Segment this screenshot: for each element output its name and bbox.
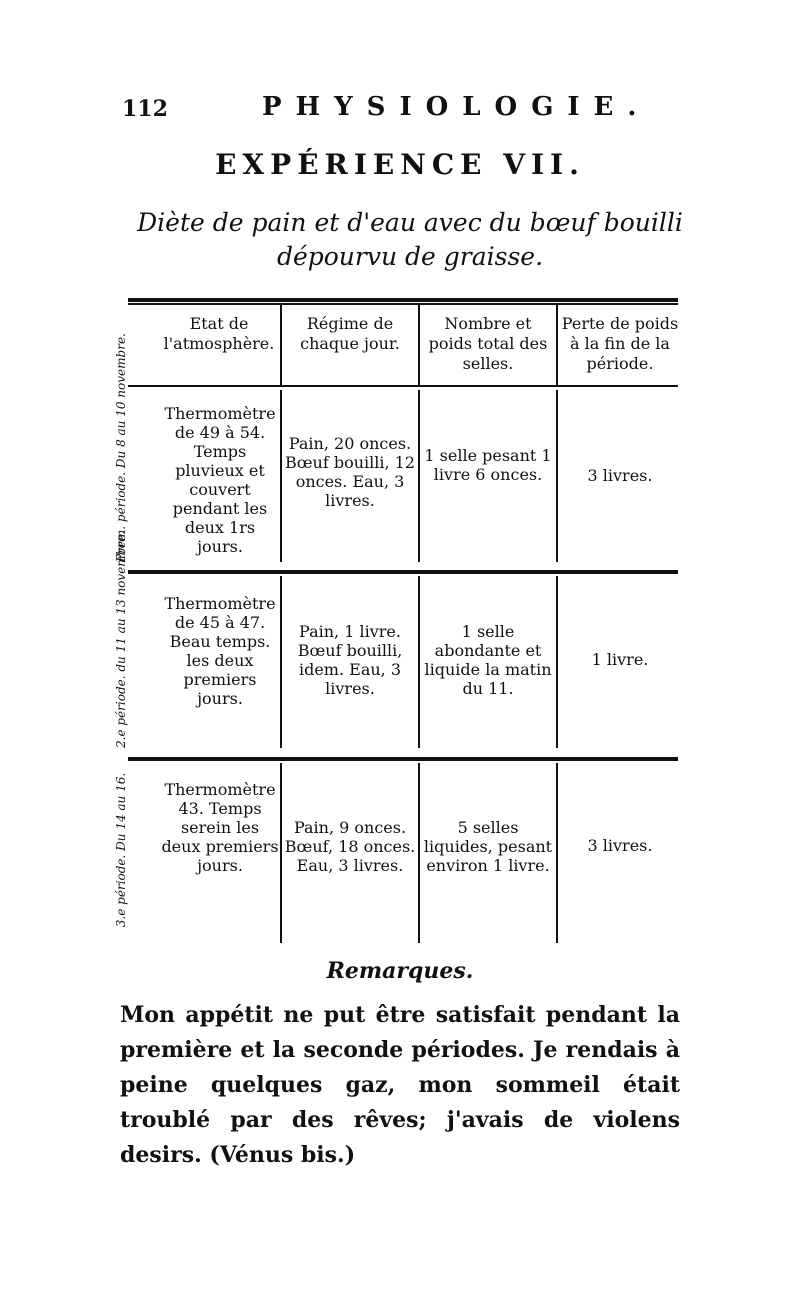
page-number: 112 — [122, 96, 168, 122]
row1-atmosphere: Thermomètre de 49 à 54. Temps pluvieux et couvert pendant les deux 1rs jours. — [164, 404, 276, 556]
header-atmosphere: Etat de l'atmosphère. — [163, 314, 275, 353]
row2-regime: Pain, 1 livre. Bœuf bouilli, idem. Eau, 3 livres. — [297, 622, 403, 698]
col-rule-2-header — [418, 304, 420, 386]
row-separator-2 — [128, 757, 678, 761]
col-rule-3-row3 — [556, 763, 558, 943]
row3-regime: Pain, 9 onces. Bœuf, 18 onces. Eau, 3 livres. — [284, 818, 416, 875]
header-bottom-rule — [128, 385, 678, 387]
col-rule-3-row2 — [556, 576, 558, 748]
row3-selles: 5 selles liquides, pesant environ 1 livre. — [423, 818, 553, 875]
header-regime: Régime de chaque jour. — [300, 314, 400, 353]
period-label-3: 3.e période. Du 14 au 16. — [114, 772, 128, 928]
remarks-body: Mon appétit ne put être satisfait pendant la première et la seconde périodes. Je rendais à peine quelques gaz, mon sommeil était troublé par des rêves; j'avais de violens desirs. (Vénus bis.) — [120, 1002, 680, 1168]
row1-selles: 1 selle pesant 1 livre 6 onces. — [424, 446, 552, 484]
row3-atmosphere: Thermomètre 43. Temps serein les deux premiers jours. — [161, 780, 279, 875]
row1-regime: Pain, 20 onces. Bœuf bouilli, 12 onces. Eau, 3 livres. — [284, 434, 416, 510]
col-rule-1-row1 — [280, 390, 282, 562]
col-rule-1-header — [280, 304, 282, 386]
col-rule-1-row3 — [280, 763, 282, 943]
experiment-title: EXPÉRIENCE VII. — [215, 148, 585, 181]
row1-perte: 3 livres. — [587, 466, 653, 485]
experiment-subtitle: Diète de pain et d'eau avec du bœuf bouilli dépourvu de graisse. — [137, 208, 683, 271]
row2-atmosphere: Thermomètre de 45 à 47. Beau temps. les deux premiers jours. — [164, 594, 276, 708]
col-rule-2-row1 — [418, 390, 420, 562]
row3-perte: 3 livres. — [587, 836, 653, 855]
row2-selles: 1 selle abondante et liquide la matin du 11. — [424, 622, 552, 698]
col-rule-3-header — [556, 304, 558, 386]
row-separator-1 — [128, 570, 678, 574]
col-rule-3-row1 — [556, 390, 558, 562]
header-selles: Nombre et poids total des selles. — [428, 314, 548, 373]
period-label-1: Prem. période. Du 8 au 10 novembre. — [114, 333, 128, 562]
row2-perte: 1 livre. — [591, 650, 649, 669]
period-label-2: 2.e période. du 11 au 13 novembre. — [114, 531, 128, 748]
running-head: PHYSIOLOGIE. — [262, 92, 651, 122]
table-top-rule — [128, 298, 678, 302]
col-rule-2-row2 — [418, 576, 420, 748]
remarks-title: Remarques. — [326, 958, 474, 984]
col-rule-1-row2 — [280, 576, 282, 748]
table-top-rule-inner — [128, 303, 678, 305]
header-perte: Perte de poids à la fin de la période. — [561, 314, 679, 373]
col-rule-2-row3 — [418, 763, 420, 943]
